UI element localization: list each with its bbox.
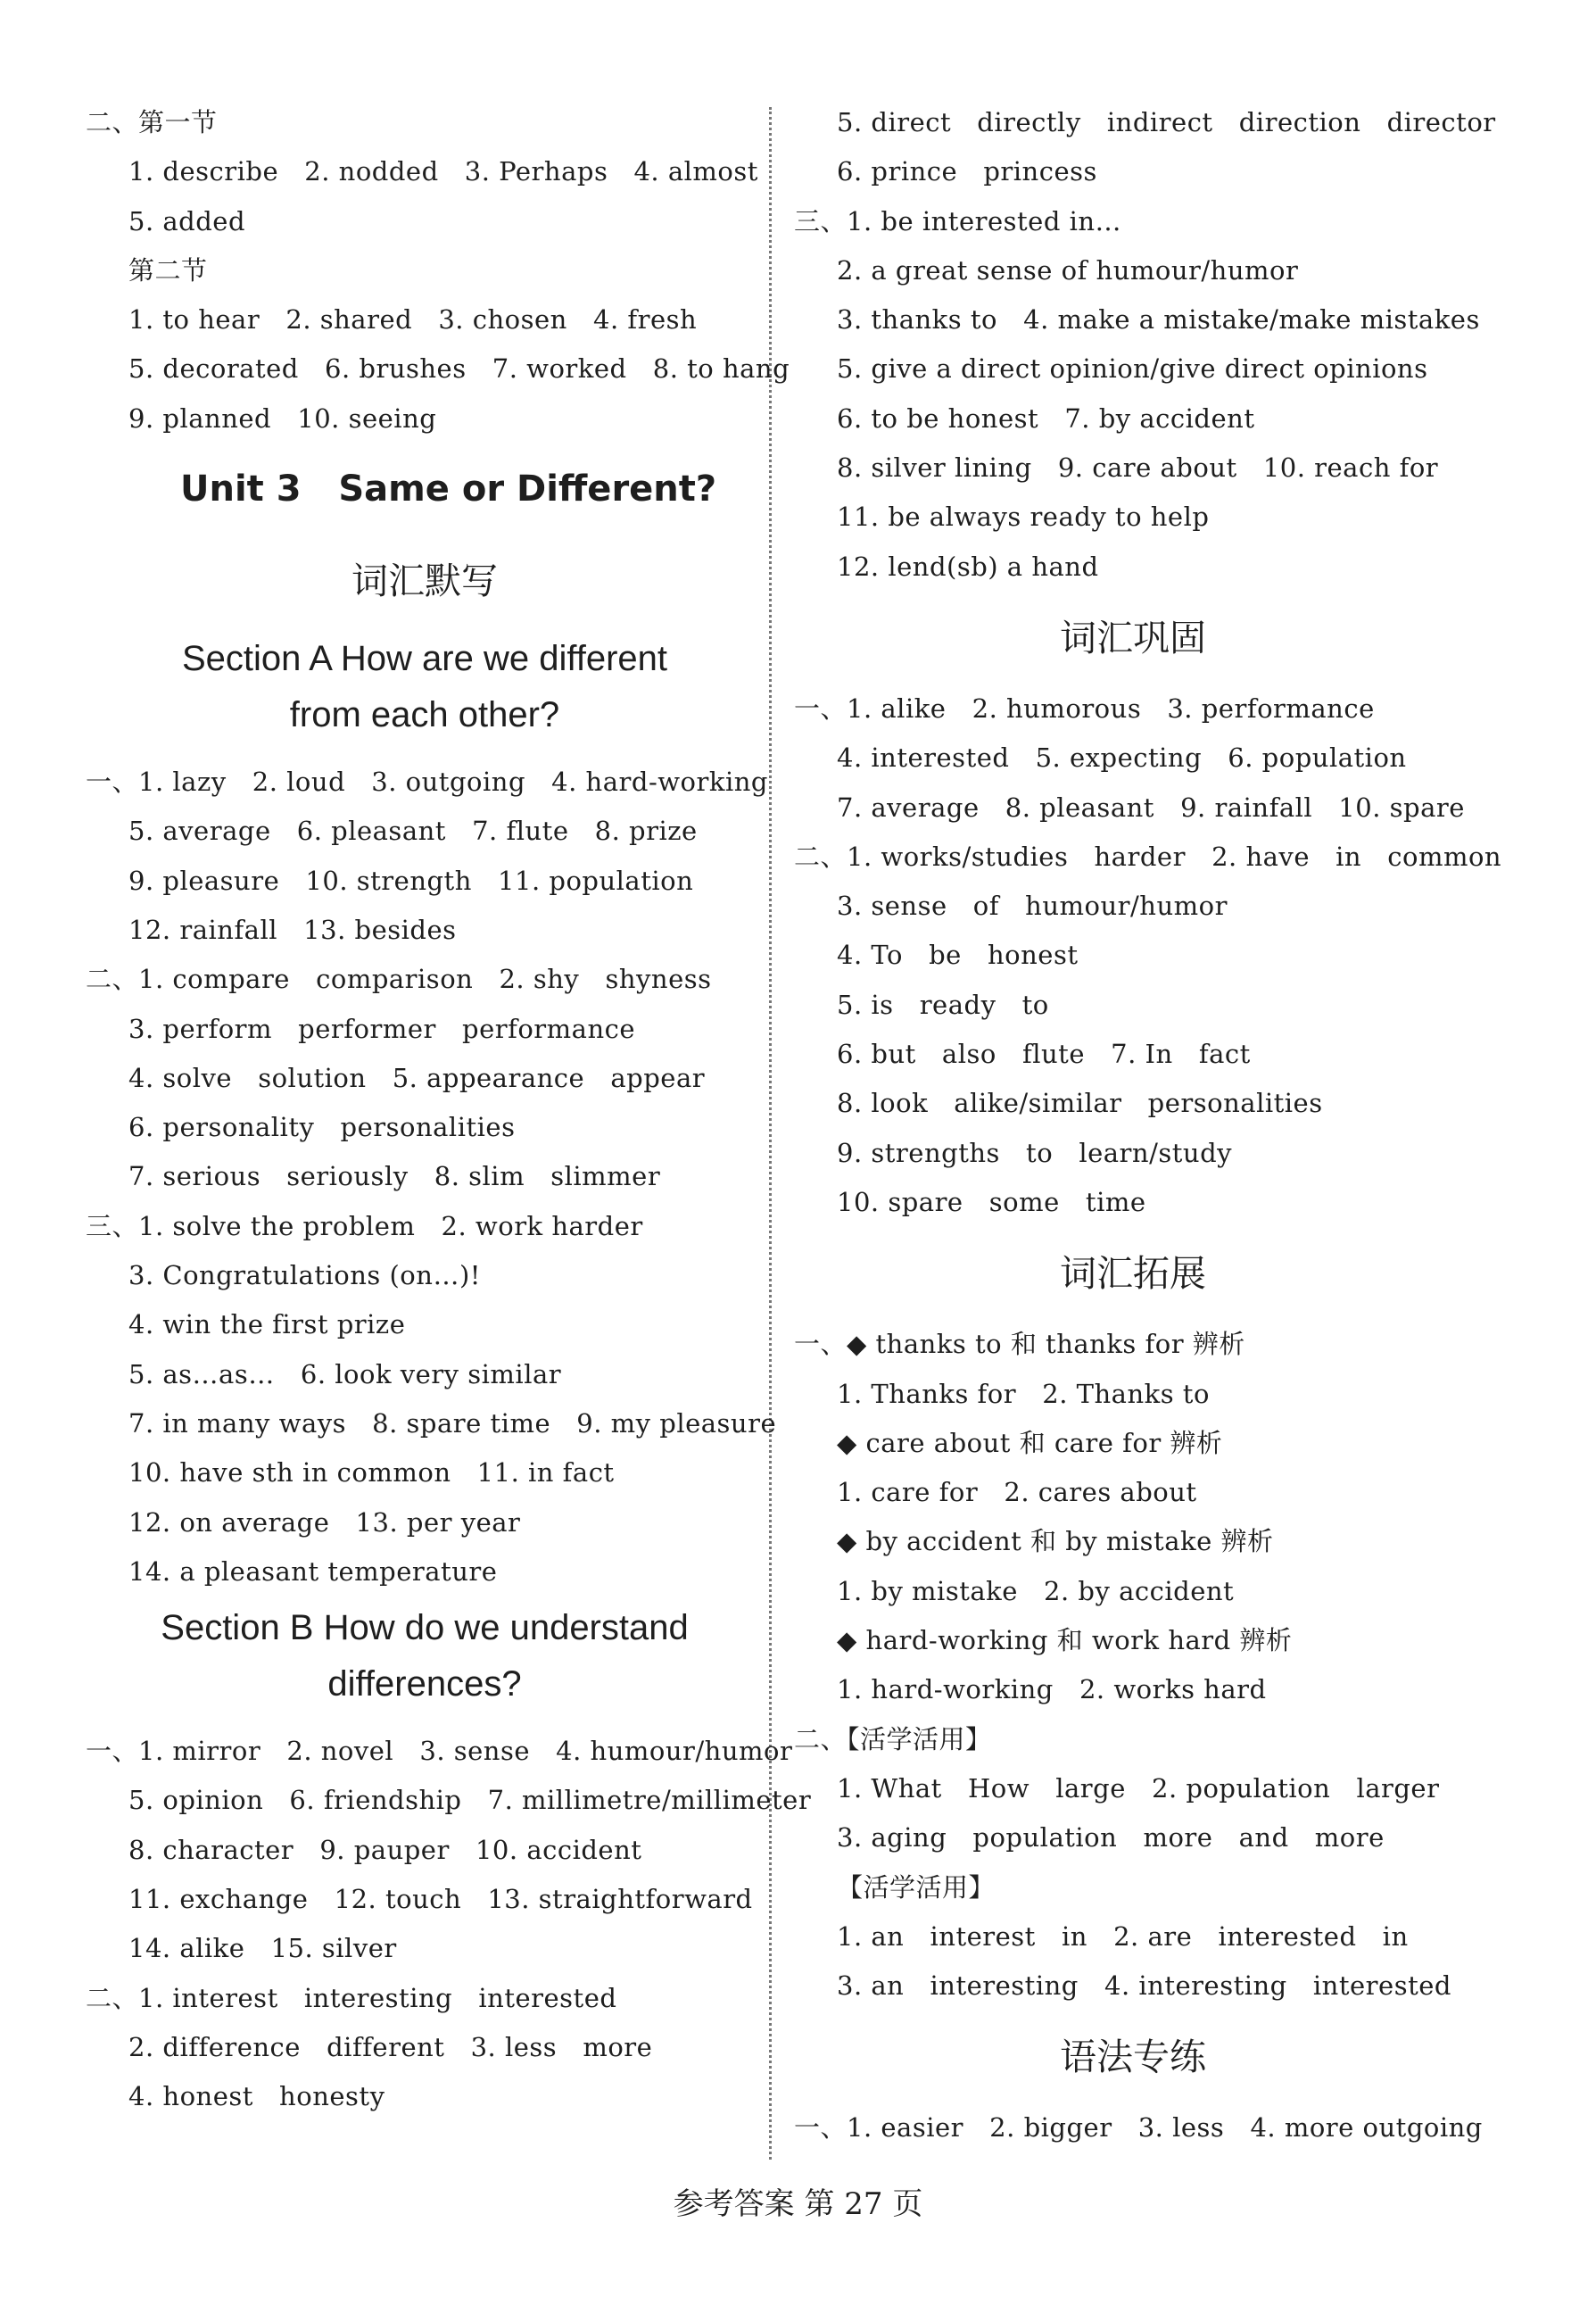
- unit-title: Unit 3 Same or Different?: [180, 469, 717, 510]
- answer-line: 三、1. solve the problem 2. work harder: [86, 1210, 643, 1241]
- answer-line: 3. aging population more and more: [837, 1822, 1385, 1853]
- answer-line: 5. opinion 6. friendship 7. millimetre/millimeter: [128, 1785, 812, 1816]
- answer-line: 8. look alike/similar personalities: [837, 1088, 1323, 1119]
- expand-heading: 词汇拓展: [1060, 1252, 1206, 1296]
- answer-line: 10. have sth in common 11. in fact: [128, 1457, 615, 1489]
- answer-line: 11. be always ready to help: [837, 502, 1210, 533]
- answer-line: 5. direct directly indirect direction director: [837, 107, 1496, 137]
- answer-line: 4. To be honest: [837, 940, 1079, 971]
- grammar-heading: 语法专练: [1060, 2036, 1206, 2079]
- answer-line: ◆ hard-working 和 work hard 辨析: [837, 1625, 1293, 1656]
- answer-line: ◆ care about 和 care for 辨析: [837, 1427, 1223, 1458]
- answer-block: [794, 684, 1502, 1227]
- section-a-heading: [86, 627, 764, 758]
- answer-line: 5. average 6. pleasant 7. flute 8. prize: [128, 816, 698, 847]
- answer-line: 12. rainfall 13. besides: [128, 914, 457, 945]
- answer-line: 8. silver lining 9. care about 10. reach for: [837, 452, 1439, 484]
- right-column: [794, 98, 1502, 2153]
- answer-line: 7. serious seriously 8. slim slimmer: [128, 1161, 661, 1192]
- answer-line: 1. describe 2. nodded 3. Perhaps 4. almost: [128, 156, 758, 187]
- answer-line: 10. spare some time: [837, 1186, 1146, 1217]
- answer-line: 14. alike 15. silver: [128, 1933, 397, 1964]
- answer-line: 3. perform performer performance: [128, 1013, 636, 1044]
- answer-line: 1. Thanks for 2. Thanks to: [837, 1378, 1210, 1409]
- answer-line: 1. by mistake 2. by accident: [837, 1575, 1235, 1606]
- answer-line: 6. prince princess: [837, 156, 1097, 187]
- page-footer: 参考答案 第 27 页: [673, 2186, 923, 2222]
- answer-line: 二、第一节: [86, 107, 218, 137]
- answer-block: [794, 98, 1496, 592]
- answer-line: 1. What How large 2. population larger: [837, 1772, 1440, 1804]
- section-a-title-line2: from each other?: [289, 695, 560, 735]
- answer-line: 1. to hear 2. shared 3. chosen 4. fresh: [128, 304, 698, 336]
- answer-line: 二、【活学活用】: [794, 1723, 992, 1754]
- answer-line: 二、1. works/studies harder 2. have in common: [794, 841, 1502, 872]
- answer-line: 1. an interest in 2. are interested in: [837, 1920, 1409, 1952]
- left-column: [86, 98, 812, 2122]
- answer-line: 14. a pleasant temperature: [128, 1555, 498, 1587]
- answer-line: 一、1. easier 2. bigger 3. less 4. more outgoing: [794, 2112, 1483, 2144]
- answer-line: 4. interested 5. expecting 6. population: [837, 742, 1407, 774]
- answer-line: 1. care for 2. cares about: [837, 1477, 1197, 1508]
- answer-line: 1. hard-working 2. works hard: [837, 1674, 1267, 1705]
- answer-line: 6. but also flute 7. In fact: [837, 1039, 1251, 1070]
- answer-line: 6. personality personalities: [128, 1112, 516, 1143]
- answer-line: 7. in many ways 8. spare time 9. my pleasure: [128, 1407, 777, 1439]
- answer-line: 9. pleasure 10. strength 11. population: [128, 865, 694, 896]
- answer-line: 二、1. interest interesting interested: [86, 1982, 617, 2013]
- answer-line: 4. win the first prize: [128, 1309, 406, 1340]
- answer-line: 一、1. alike 2. humorous 3. performance: [794, 692, 1375, 724]
- answer-line: 5. is ready to: [837, 989, 1049, 1020]
- answer-line: 5. added: [128, 205, 246, 236]
- answer-line: 5. decorated 6. brushes 7. worked 8. to hang: [128, 353, 790, 385]
- consolidate-heading: 词汇巩固: [1060, 616, 1206, 659]
- answer-line: 8. character 9. pauper 10. accident: [128, 1834, 642, 1865]
- answer-line: ◆ by accident 和 by mistake 辨析: [837, 1526, 1274, 1557]
- answer-line: 三、1. be interested in…: [794, 205, 1122, 236]
- answer-block: [794, 2103, 1483, 2152]
- answer-line: 7. average 8. pleasant 9. rainfall 10. spare: [837, 792, 1465, 823]
- section-a-title: Section A How are we different: [181, 639, 668, 679]
- column-divider: [769, 107, 772, 2160]
- answer-line: 9. planned 10. seeing: [128, 402, 437, 434]
- answer-line: 12. on average 13. per year: [128, 1506, 521, 1538]
- answer-line: 一、1. lazy 2. loud 3. outgoing 4. hard-working: [86, 767, 768, 798]
- answer-line: 9. strengths to learn/study: [837, 1137, 1233, 1168]
- section-b-heading: [86, 1596, 764, 1727]
- answer-line: 2. difference different 3. less more: [128, 2031, 653, 2062]
- answer-block: [86, 758, 777, 1596]
- answer-line: 【活学活用】: [837, 1871, 996, 1903]
- answer-line: 6. to be honest 7. by accident: [837, 402, 1255, 434]
- section-b-title-line2: differences?: [327, 1664, 522, 1704]
- answer-line: 4. solve solution 5. appearance appear: [128, 1062, 706, 1093]
- answer-line: 5. give a direct opinion/give direct opinions: [837, 353, 1428, 385]
- answer-line: 第二节: [128, 254, 208, 286]
- answer-line: 4. honest honesty: [128, 2081, 385, 2112]
- answer-line: 11. exchange 12. touch 13. straightforward: [128, 1884, 753, 1915]
- answer-line: 3. an interesting 4. interesting interested: [837, 1970, 1451, 2002]
- answer-line: 二、1. compare comparison 2. shy shyness: [86, 964, 712, 995]
- answer-block: [794, 1320, 1472, 2011]
- vocab-heading: 词汇默写: [351, 560, 498, 603]
- answer-line: 12. lend(sb) a hand: [837, 551, 1099, 582]
- answer-line: 5. as…as… 6. look very similar: [128, 1358, 562, 1389]
- answer-block: [86, 98, 790, 444]
- answer-line: 3. Congratulations (on…)!: [128, 1260, 481, 1291]
- answer-block: [86, 1727, 812, 2121]
- answer-line: 一、◆ thanks to 和 thanks for 辨析: [794, 1329, 1245, 1360]
- section-b-title: Section B How do we understand: [161, 1608, 689, 1648]
- answer-line: 3. thanks to 4. make a mistake/make mistakes: [837, 304, 1480, 336]
- answer-line: 一、1. mirror 2. novel 3. sense 4. humour/humor: [86, 1736, 793, 1767]
- answer-line: 2. a great sense of humour/humor: [837, 254, 1299, 286]
- answer-line: 3. sense of humour/humor: [837, 891, 1228, 922]
